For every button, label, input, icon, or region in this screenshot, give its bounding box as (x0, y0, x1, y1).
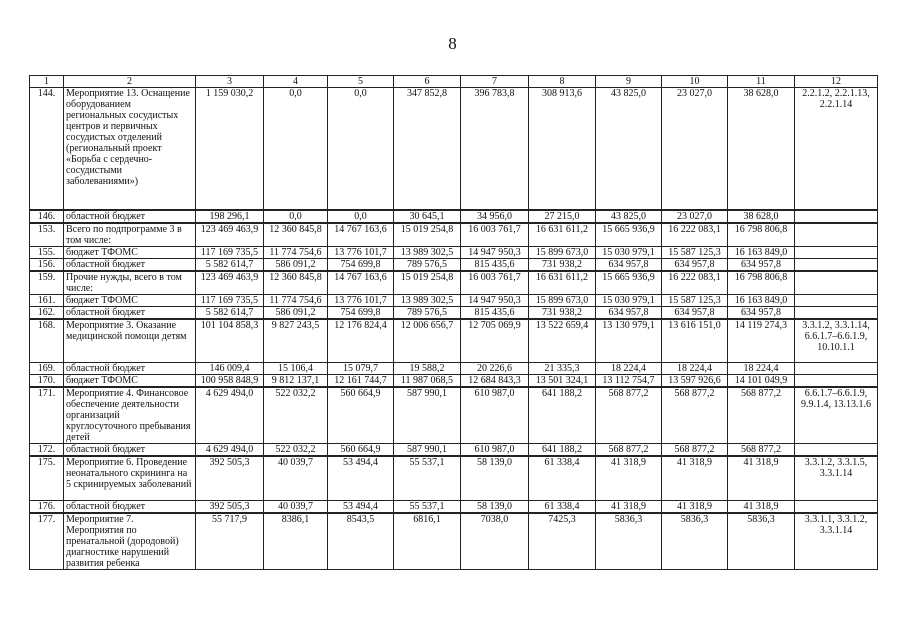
value-cell: 13 776 101,7 (328, 246, 394, 258)
value-cell: 568 877,2 (662, 444, 728, 457)
value-cell: 9 812 137,1 (264, 375, 328, 388)
indicator-codes (795, 271, 878, 295)
row-number: 146. (30, 210, 64, 223)
row-name: Мероприятие 13. Оснащение оборудованием региональных сосудистых центров и первичных сосудистых отделений (региональный проект «Борьба с сердечно-сосудистыми заболеваниями») (64, 88, 196, 210)
value-cell: 789 576,5 (394, 258, 461, 271)
value-cell: 392 505,3 (196, 500, 264, 513)
indicator-codes (795, 444, 878, 457)
value-cell: 13 989 302,5 (394, 246, 461, 258)
row-number: 153. (30, 223, 64, 247)
indicator-codes: 3.3.1.2, 3.3.1.5, 3.3.1.14 (795, 456, 878, 500)
value-cell: 5836,3 (596, 513, 662, 570)
value-cell: 12 684 843,3 (461, 375, 529, 388)
value-cell: 815 435,6 (461, 258, 529, 271)
value-cell: 754 699,8 (328, 258, 394, 271)
value-cell: 123 469 463,9 (196, 271, 264, 295)
value-cell: 568 877,2 (662, 387, 728, 444)
value-cell: 11 774 754,6 (264, 294, 328, 306)
value-cell: 731 938,2 (529, 258, 596, 271)
value-cell: 43 825,0 (596, 88, 662, 210)
value-cell: 30 645,1 (394, 210, 461, 223)
value-cell: 101 104 858,3 (196, 319, 264, 363)
row-name: Мероприятие 7. Мероприятия по пренатальной (дородовой) диагностике нарушений развития ребенка (64, 513, 196, 570)
value-cell: 13 597 926,6 (662, 375, 728, 388)
value-cell: 634 957,8 (662, 306, 728, 319)
value-cell: 16 798 806,8 (728, 223, 795, 247)
value-cell: 41 318,9 (596, 456, 662, 500)
column-header: 11 (728, 76, 795, 88)
value-cell: 815 435,6 (461, 306, 529, 319)
row-number: 155. (30, 246, 64, 258)
value-cell: 15 030 979,1 (596, 246, 662, 258)
value-cell: 55 537,1 (394, 500, 461, 513)
value-cell: 7425,3 (529, 513, 596, 570)
value-cell: 587 990,1 (394, 444, 461, 457)
value-cell: 14 947 950,3 (461, 246, 529, 258)
row-name: Всего по подпрограмме 3 в том числе: (64, 223, 196, 247)
row-number: 168. (30, 319, 64, 363)
row-number: 170. (30, 375, 64, 388)
indicator-codes (795, 258, 878, 271)
value-cell: 15 665 936,9 (596, 223, 662, 247)
value-cell: 1 159 030,2 (196, 88, 264, 210)
value-cell: 15 019 254,8 (394, 223, 461, 247)
value-cell: 16 163 849,0 (728, 294, 795, 306)
table-row (30, 294, 878, 306)
value-cell: 14 767 163,6 (328, 223, 394, 247)
value-cell: 61 338,4 (529, 456, 596, 500)
value-cell: 34 956,0 (461, 210, 529, 223)
row-name: бюджет ТФОМС (64, 294, 196, 306)
column-header: 8 (529, 76, 596, 88)
column-header: 4 (264, 76, 328, 88)
value-cell: 14 119 274,3 (728, 319, 795, 363)
table-row (30, 88, 878, 210)
value-cell: 13 989 302,5 (394, 294, 461, 306)
value-cell: 41 318,9 (728, 500, 795, 513)
table-row (30, 500, 878, 513)
row-number: 169. (30, 363, 64, 375)
value-cell: 0,0 (264, 88, 328, 210)
value-cell: 4 629 494,0 (196, 444, 264, 457)
indicator-codes: 3.3.1.2, 3.3.1.14, 6.6.1.7–6.6.1.9, 10.10.1.1 (795, 319, 878, 363)
column-header: 3 (196, 76, 264, 88)
value-cell: 15 587 125,3 (662, 294, 728, 306)
value-cell: 58 139,0 (461, 456, 529, 500)
value-cell: 18 224,4 (596, 363, 662, 375)
table-row (30, 223, 878, 247)
value-cell: 560 664,9 (328, 444, 394, 457)
value-cell: 41 318,9 (662, 500, 728, 513)
value-cell: 634 957,8 (596, 258, 662, 271)
value-cell: 53 494,4 (328, 456, 394, 500)
value-cell: 634 957,8 (596, 306, 662, 319)
value-cell: 8386,1 (264, 513, 328, 570)
value-cell: 117 169 735,5 (196, 294, 264, 306)
value-cell: 18 224,4 (728, 363, 795, 375)
value-cell: 18 224,4 (662, 363, 728, 375)
value-cell: 13 112 754,7 (596, 375, 662, 388)
value-cell: 347 852,8 (394, 88, 461, 210)
column-header: 7 (461, 76, 529, 88)
value-cell: 11 987 068,5 (394, 375, 461, 388)
indicator-codes (795, 306, 878, 319)
value-cell: 5 582 614,7 (196, 306, 264, 319)
table-row (30, 246, 878, 258)
value-cell: 198 296,1 (196, 210, 264, 223)
row-name: Мероприятие 6. Проведение неонатального скрининга на 5 скринируемых заболеваний (64, 456, 196, 500)
value-cell: 23 027,0 (662, 88, 728, 210)
row-name: областной бюджет (64, 500, 196, 513)
value-cell: 14 947 950,3 (461, 294, 529, 306)
indicator-codes (795, 294, 878, 306)
value-cell: 5836,3 (728, 513, 795, 570)
row-name: областной бюджет (64, 363, 196, 375)
value-cell: 19 588,2 (394, 363, 461, 375)
value-cell: 53 494,4 (328, 500, 394, 513)
table-row (30, 258, 878, 271)
value-cell: 146 009,4 (196, 363, 264, 375)
value-cell: 568 877,2 (728, 444, 795, 457)
value-cell: 16 003 761,7 (461, 271, 529, 295)
value-cell: 587 990,1 (394, 387, 461, 444)
value-cell: 634 957,8 (728, 258, 795, 271)
row-name: бюджет ТФОМС (64, 375, 196, 388)
value-cell: 392 505,3 (196, 456, 264, 500)
indicator-codes (795, 500, 878, 513)
budget-table (29, 75, 878, 570)
value-cell: 4 629 494,0 (196, 387, 264, 444)
value-cell: 15 665 936,9 (596, 271, 662, 295)
value-cell: 15 106,4 (264, 363, 328, 375)
value-cell: 568 877,2 (596, 387, 662, 444)
value-cell: 522 032,2 (264, 444, 328, 457)
value-cell: 12 705 069,9 (461, 319, 529, 363)
column-header: 5 (328, 76, 394, 88)
value-cell: 15 899 673,0 (529, 246, 596, 258)
value-cell: 15 019 254,8 (394, 271, 461, 295)
row-name: областной бюджет (64, 444, 196, 457)
row-number: 144. (30, 88, 64, 210)
value-cell: 560 664,9 (328, 387, 394, 444)
value-cell: 13 130 979,1 (596, 319, 662, 363)
value-cell: 20 226,6 (461, 363, 529, 375)
indicator-codes (795, 223, 878, 247)
value-cell: 100 958 848,9 (196, 375, 264, 388)
value-cell: 16 631 611,2 (529, 223, 596, 247)
table-header-row (30, 76, 878, 88)
value-cell: 5 582 614,7 (196, 258, 264, 271)
table-row (30, 444, 878, 457)
value-cell: 12 006 656,7 (394, 319, 461, 363)
row-number: 161. (30, 294, 64, 306)
value-cell: 15 030 979,1 (596, 294, 662, 306)
value-cell: 16 222 083,1 (662, 223, 728, 247)
row-name: бюджет ТФОМС (64, 246, 196, 258)
value-cell: 40 039,7 (264, 456, 328, 500)
value-cell: 38 628,0 (728, 210, 795, 223)
row-number: 175. (30, 456, 64, 500)
value-cell: 61 338,4 (529, 500, 596, 513)
row-name: Прочие нужды, всего в том числе: (64, 271, 196, 295)
row-number: 159. (30, 271, 64, 295)
value-cell: 38 628,0 (728, 88, 795, 210)
value-cell: 0,0 (264, 210, 328, 223)
value-cell: 568 877,2 (596, 444, 662, 457)
value-cell: 568 877,2 (728, 387, 795, 444)
value-cell: 0,0 (328, 88, 394, 210)
value-cell: 610 987,0 (461, 444, 529, 457)
table-row (30, 319, 878, 363)
row-number: 162. (30, 306, 64, 319)
column-header: 12 (795, 76, 878, 88)
value-cell: 12 176 824,4 (328, 319, 394, 363)
value-cell: 13 522 659,4 (529, 319, 596, 363)
value-cell: 0,0 (328, 210, 394, 223)
value-cell: 14 101 049,9 (728, 375, 795, 388)
value-cell: 11 774 754,6 (264, 246, 328, 258)
value-cell: 731 938,2 (529, 306, 596, 319)
value-cell: 55 717,9 (196, 513, 264, 570)
table-row (30, 513, 878, 570)
column-header: 6 (394, 76, 461, 88)
table-row (30, 363, 878, 375)
value-cell: 586 091,2 (264, 258, 328, 271)
row-name: областной бюджет (64, 306, 196, 319)
table-row (30, 387, 878, 444)
value-cell: 5836,3 (662, 513, 728, 570)
value-cell: 9 827 243,5 (264, 319, 328, 363)
indicator-codes (795, 210, 878, 223)
value-cell: 15 899 673,0 (529, 294, 596, 306)
value-cell: 396 783,8 (461, 88, 529, 210)
value-cell: 641 188,2 (529, 387, 596, 444)
value-cell: 21 335,3 (529, 363, 596, 375)
value-cell: 634 957,8 (662, 258, 728, 271)
page-number: 8 (448, 34, 457, 53)
value-cell: 15 587 125,3 (662, 246, 728, 258)
value-cell: 13 776 101,7 (328, 294, 394, 306)
value-cell: 12 161 744,7 (328, 375, 394, 388)
row-name: Мероприятие 3. Оказание медицинской помощи детям (64, 319, 196, 363)
value-cell: 8543,5 (328, 513, 394, 570)
column-header: 1 (30, 76, 64, 88)
value-cell: 522 032,2 (264, 387, 328, 444)
value-cell: 41 318,9 (728, 456, 795, 500)
value-cell: 12 360 845,8 (264, 271, 328, 295)
indicator-codes (795, 246, 878, 258)
row-name: Мероприятие 4. Финансовое обеспечение деятельности организаций круглосуточного пребывания детей (64, 387, 196, 444)
indicator-codes (795, 375, 878, 388)
value-cell: 13 501 324,1 (529, 375, 596, 388)
value-cell: 16 163 849,0 (728, 246, 795, 258)
value-cell: 789 576,5 (394, 306, 461, 319)
value-cell: 7038,0 (461, 513, 529, 570)
value-cell: 15 079,7 (328, 363, 394, 375)
value-cell: 55 537,1 (394, 456, 461, 500)
row-number: 176. (30, 500, 64, 513)
value-cell: 610 987,0 (461, 387, 529, 444)
value-cell: 40 039,7 (264, 500, 328, 513)
value-cell: 41 318,9 (596, 500, 662, 513)
table-row (30, 210, 878, 223)
value-cell: 308 913,6 (529, 88, 596, 210)
table-row (30, 375, 878, 388)
value-cell: 16 631 611,2 (529, 271, 596, 295)
indicator-codes: 3.3.1.1, 3.3.1.2, 3.3.1.14 (795, 513, 878, 570)
row-number: 172. (30, 444, 64, 457)
value-cell: 586 091,2 (264, 306, 328, 319)
value-cell: 58 139,0 (461, 500, 529, 513)
column-header: 10 (662, 76, 728, 88)
table-row (30, 306, 878, 319)
row-number: 171. (30, 387, 64, 444)
value-cell: 27 215,0 (529, 210, 596, 223)
value-cell: 117 169 735,5 (196, 246, 264, 258)
value-cell: 123 469 463,9 (196, 223, 264, 247)
value-cell: 14 767 163,6 (328, 271, 394, 295)
row-name: областной бюджет (64, 258, 196, 271)
value-cell: 754 699,8 (328, 306, 394, 319)
value-cell: 634 957,8 (728, 306, 795, 319)
value-cell: 13 616 151,0 (662, 319, 728, 363)
value-cell: 16 798 806,8 (728, 271, 795, 295)
indicator-codes (795, 363, 878, 375)
row-name: областной бюджет (64, 210, 196, 223)
value-cell: 16 003 761,7 (461, 223, 529, 247)
column-header: 9 (596, 76, 662, 88)
value-cell: 41 318,9 (662, 456, 728, 500)
indicator-codes: 2.2.1.2, 2.2.1.13, 2.2.1.14 (795, 88, 878, 210)
row-number: 156. (30, 258, 64, 271)
column-header: 2 (64, 76, 196, 88)
value-cell: 43 825,0 (596, 210, 662, 223)
value-cell: 641 188,2 (529, 444, 596, 457)
value-cell: 23 027,0 (662, 210, 728, 223)
value-cell: 6816,1 (394, 513, 461, 570)
table-row (30, 271, 878, 295)
indicator-codes: 6.6.1.7–6.6.1.9, 9.9.1.4, 13.13.1.6 (795, 387, 878, 444)
value-cell: 16 222 083,1 (662, 271, 728, 295)
value-cell: 12 360 845,8 (264, 223, 328, 247)
row-number: 177. (30, 513, 64, 570)
table-row (30, 456, 878, 500)
